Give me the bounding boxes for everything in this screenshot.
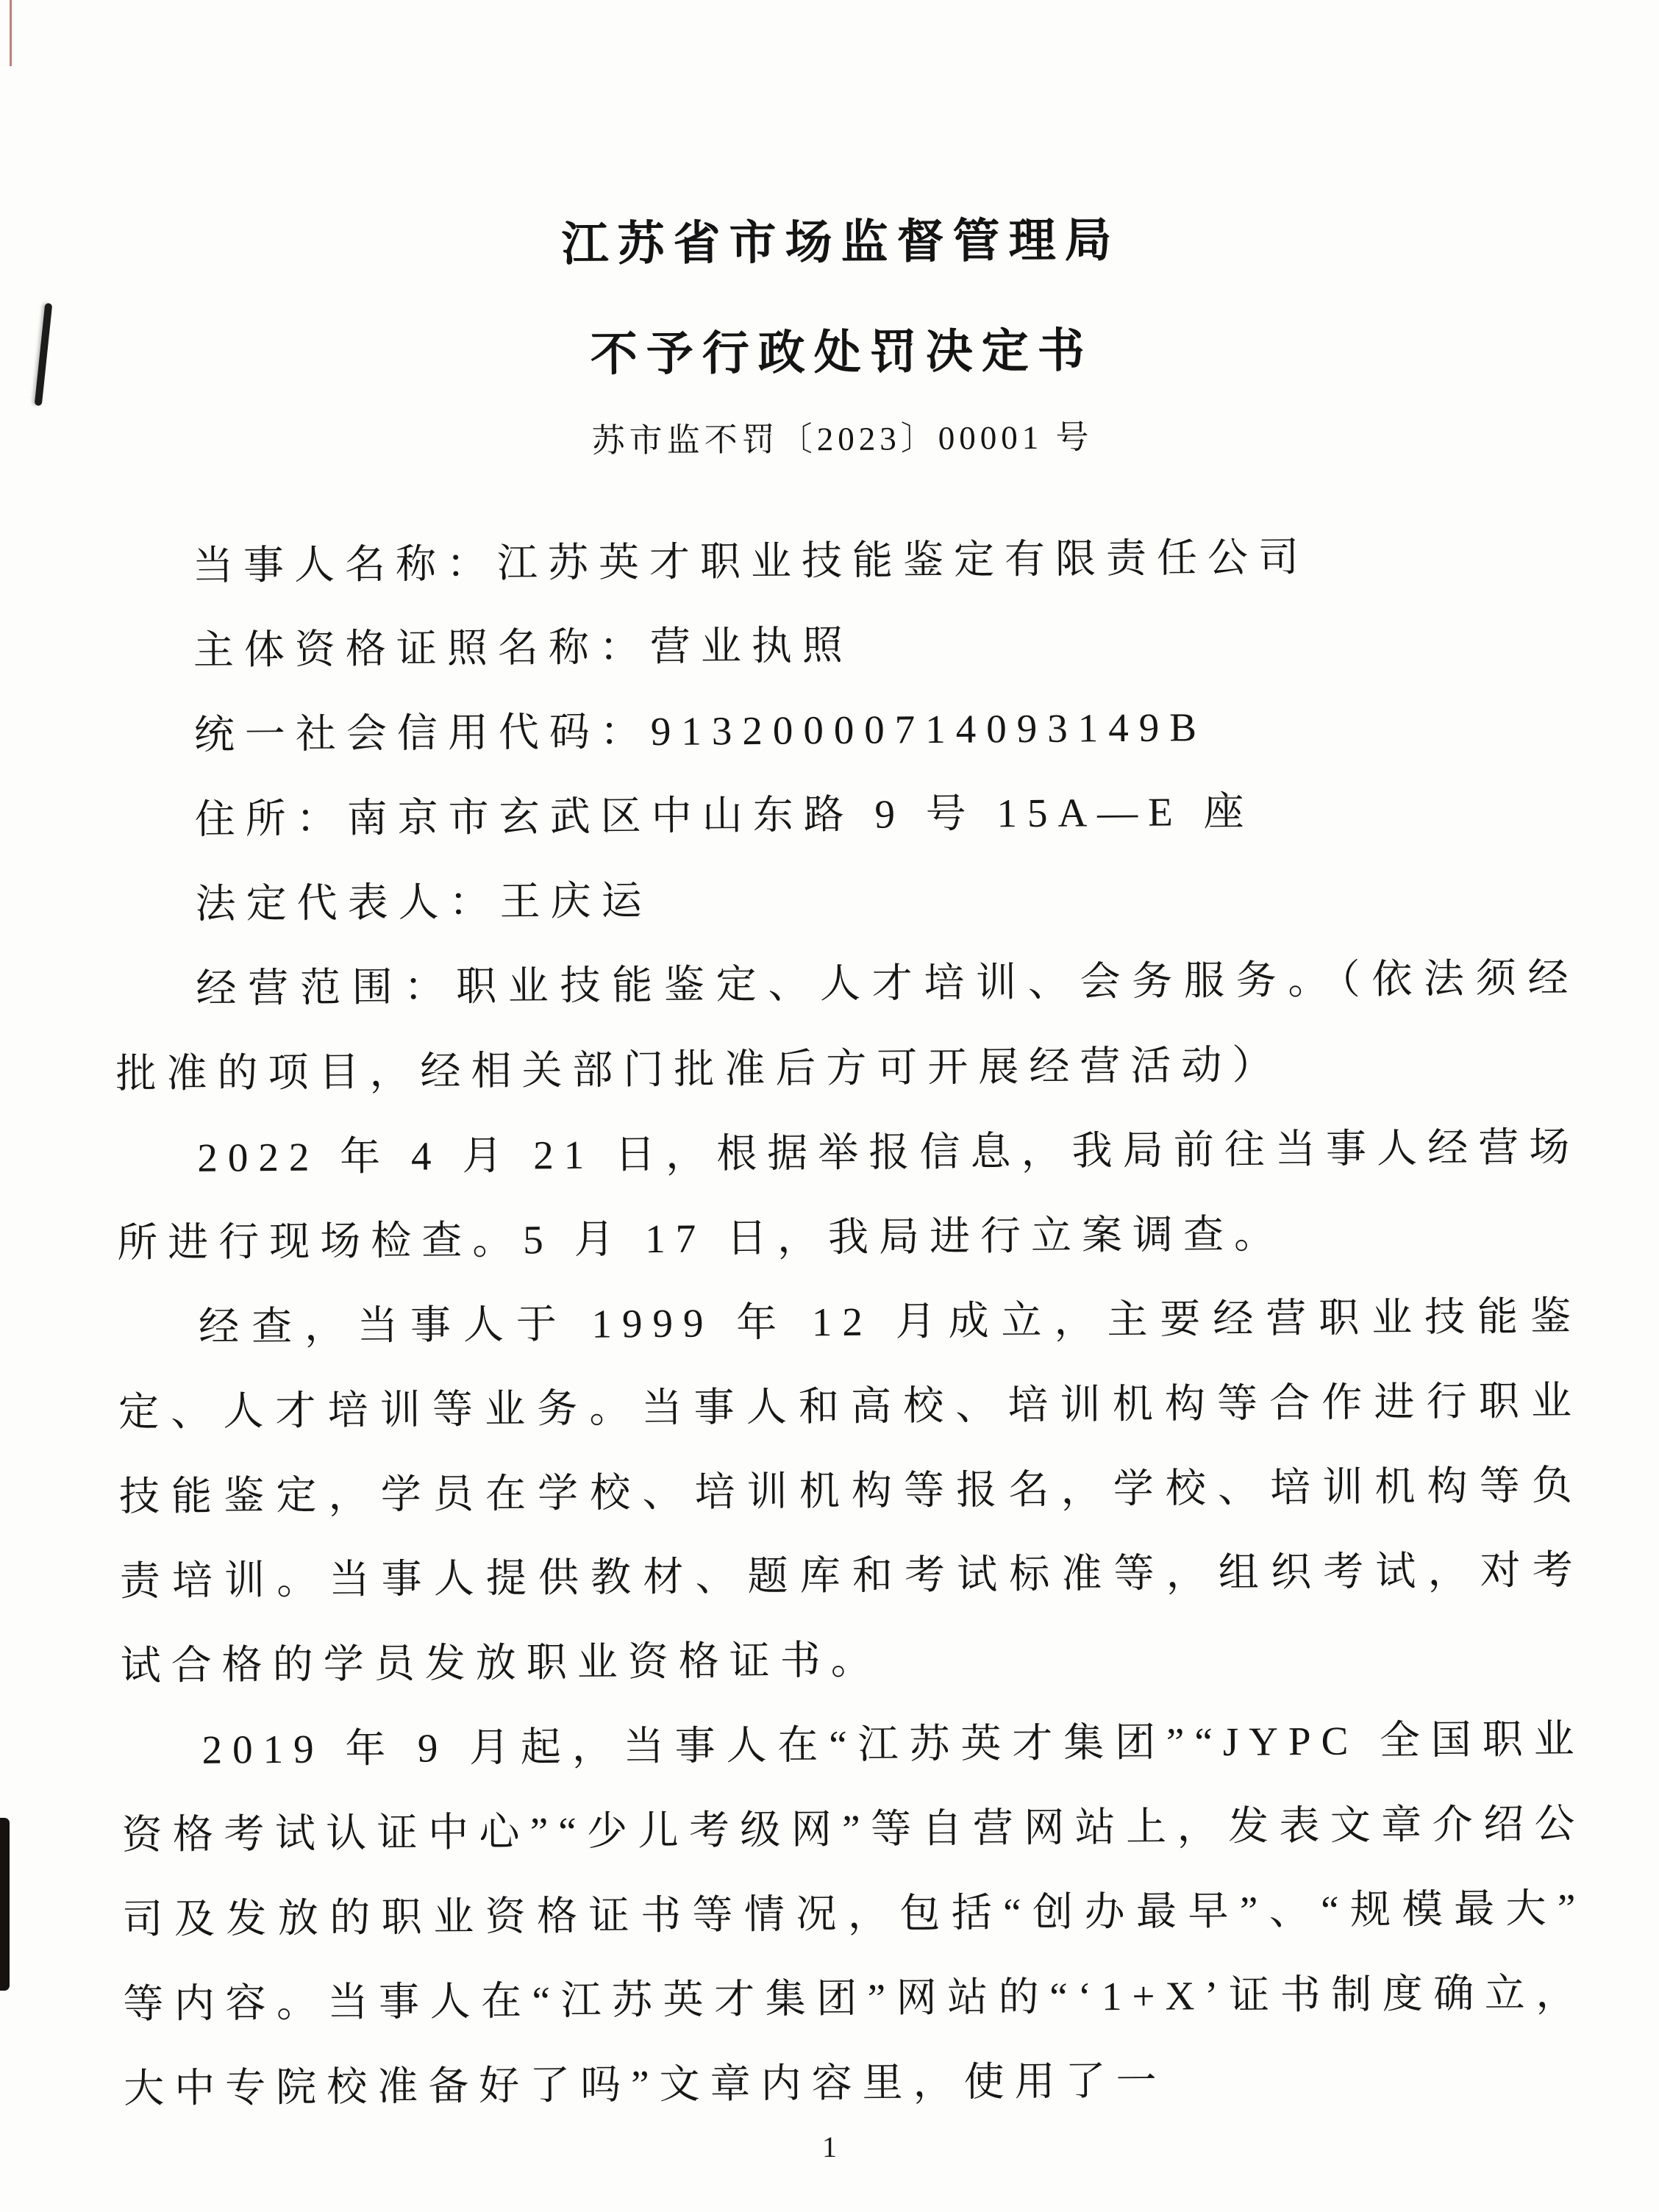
document-content bbox=[109, 182, 1588, 2131]
paragraph-license-type: 主体资格证照名称：营业执照 bbox=[193, 622, 854, 673]
doc-title-line1: 江苏省市场监督管理局 bbox=[561, 214, 1121, 271]
doc-title-line2: 不予行政处罚决定书 bbox=[590, 324, 1094, 381]
paragraph-findings: 经查，当事人于 1999 年 12 月成立，主要经营职业技能鉴定、人才培训等业务。当事人和高校、培训机构等合作进行职业技能鉴定，学员在学校、培训机构等报名，学校、培训机构等负责培训。当事人提供教材、题库和考试标准等，组织考试，对考试合格的学员发放职业资格证书。 bbox=[118, 1294, 1584, 1688]
staple-mark bbox=[35, 303, 53, 406]
paragraph-inspection: 2022 年 4 月 21 日，根据举报信息，我局前往当事人经营场所进行现场检查。5 月 17 日，我局进行立案调查。 bbox=[117, 1124, 1580, 1266]
red-scan-line-artifact bbox=[10, 0, 12, 66]
paragraph-address: 住所：南京市玄武区中山东路 9 号 15A—E 座 bbox=[194, 788, 1255, 842]
paragraph-credit-code: 统一社会信用代码：91320000714093149B bbox=[193, 704, 1207, 757]
document-body bbox=[112, 513, 1588, 2131]
doc-number: 苏市监不罚〔2023〕00001 号 bbox=[591, 418, 1093, 460]
paragraph-legal-rep: 法定代表人：王庆运 bbox=[195, 878, 652, 927]
left-edge-scan-artifact bbox=[0, 1818, 10, 1991]
paragraph-party-name: 当事人名称：江苏英才职业技能鉴定有限责任公司 bbox=[192, 535, 1310, 588]
paragraph-business-scope: 经营范围：职业技能鉴定、人才培训、会务服务。（依法须经批准的项目，经相关部门批准后方可开展经营活动） bbox=[115, 955, 1579, 1096]
paragraph-websites: 2019 年 9 月起，当事人在“江苏英才集团”“JYPC 全国职业资格考试认证中心”“少儿考级网”等自营网站上，发表文章介绍公司及发放的职业资格证书等情况，包括“创办最早”、“规模最大”等内容。当事人在“江苏英才集团”网站的“‘1+X’证书制度确立，大中专院校准备好了吗”文章内容里，使用了一 bbox=[121, 1716, 1587, 2111]
page-number: 1 bbox=[822, 2130, 837, 2163]
